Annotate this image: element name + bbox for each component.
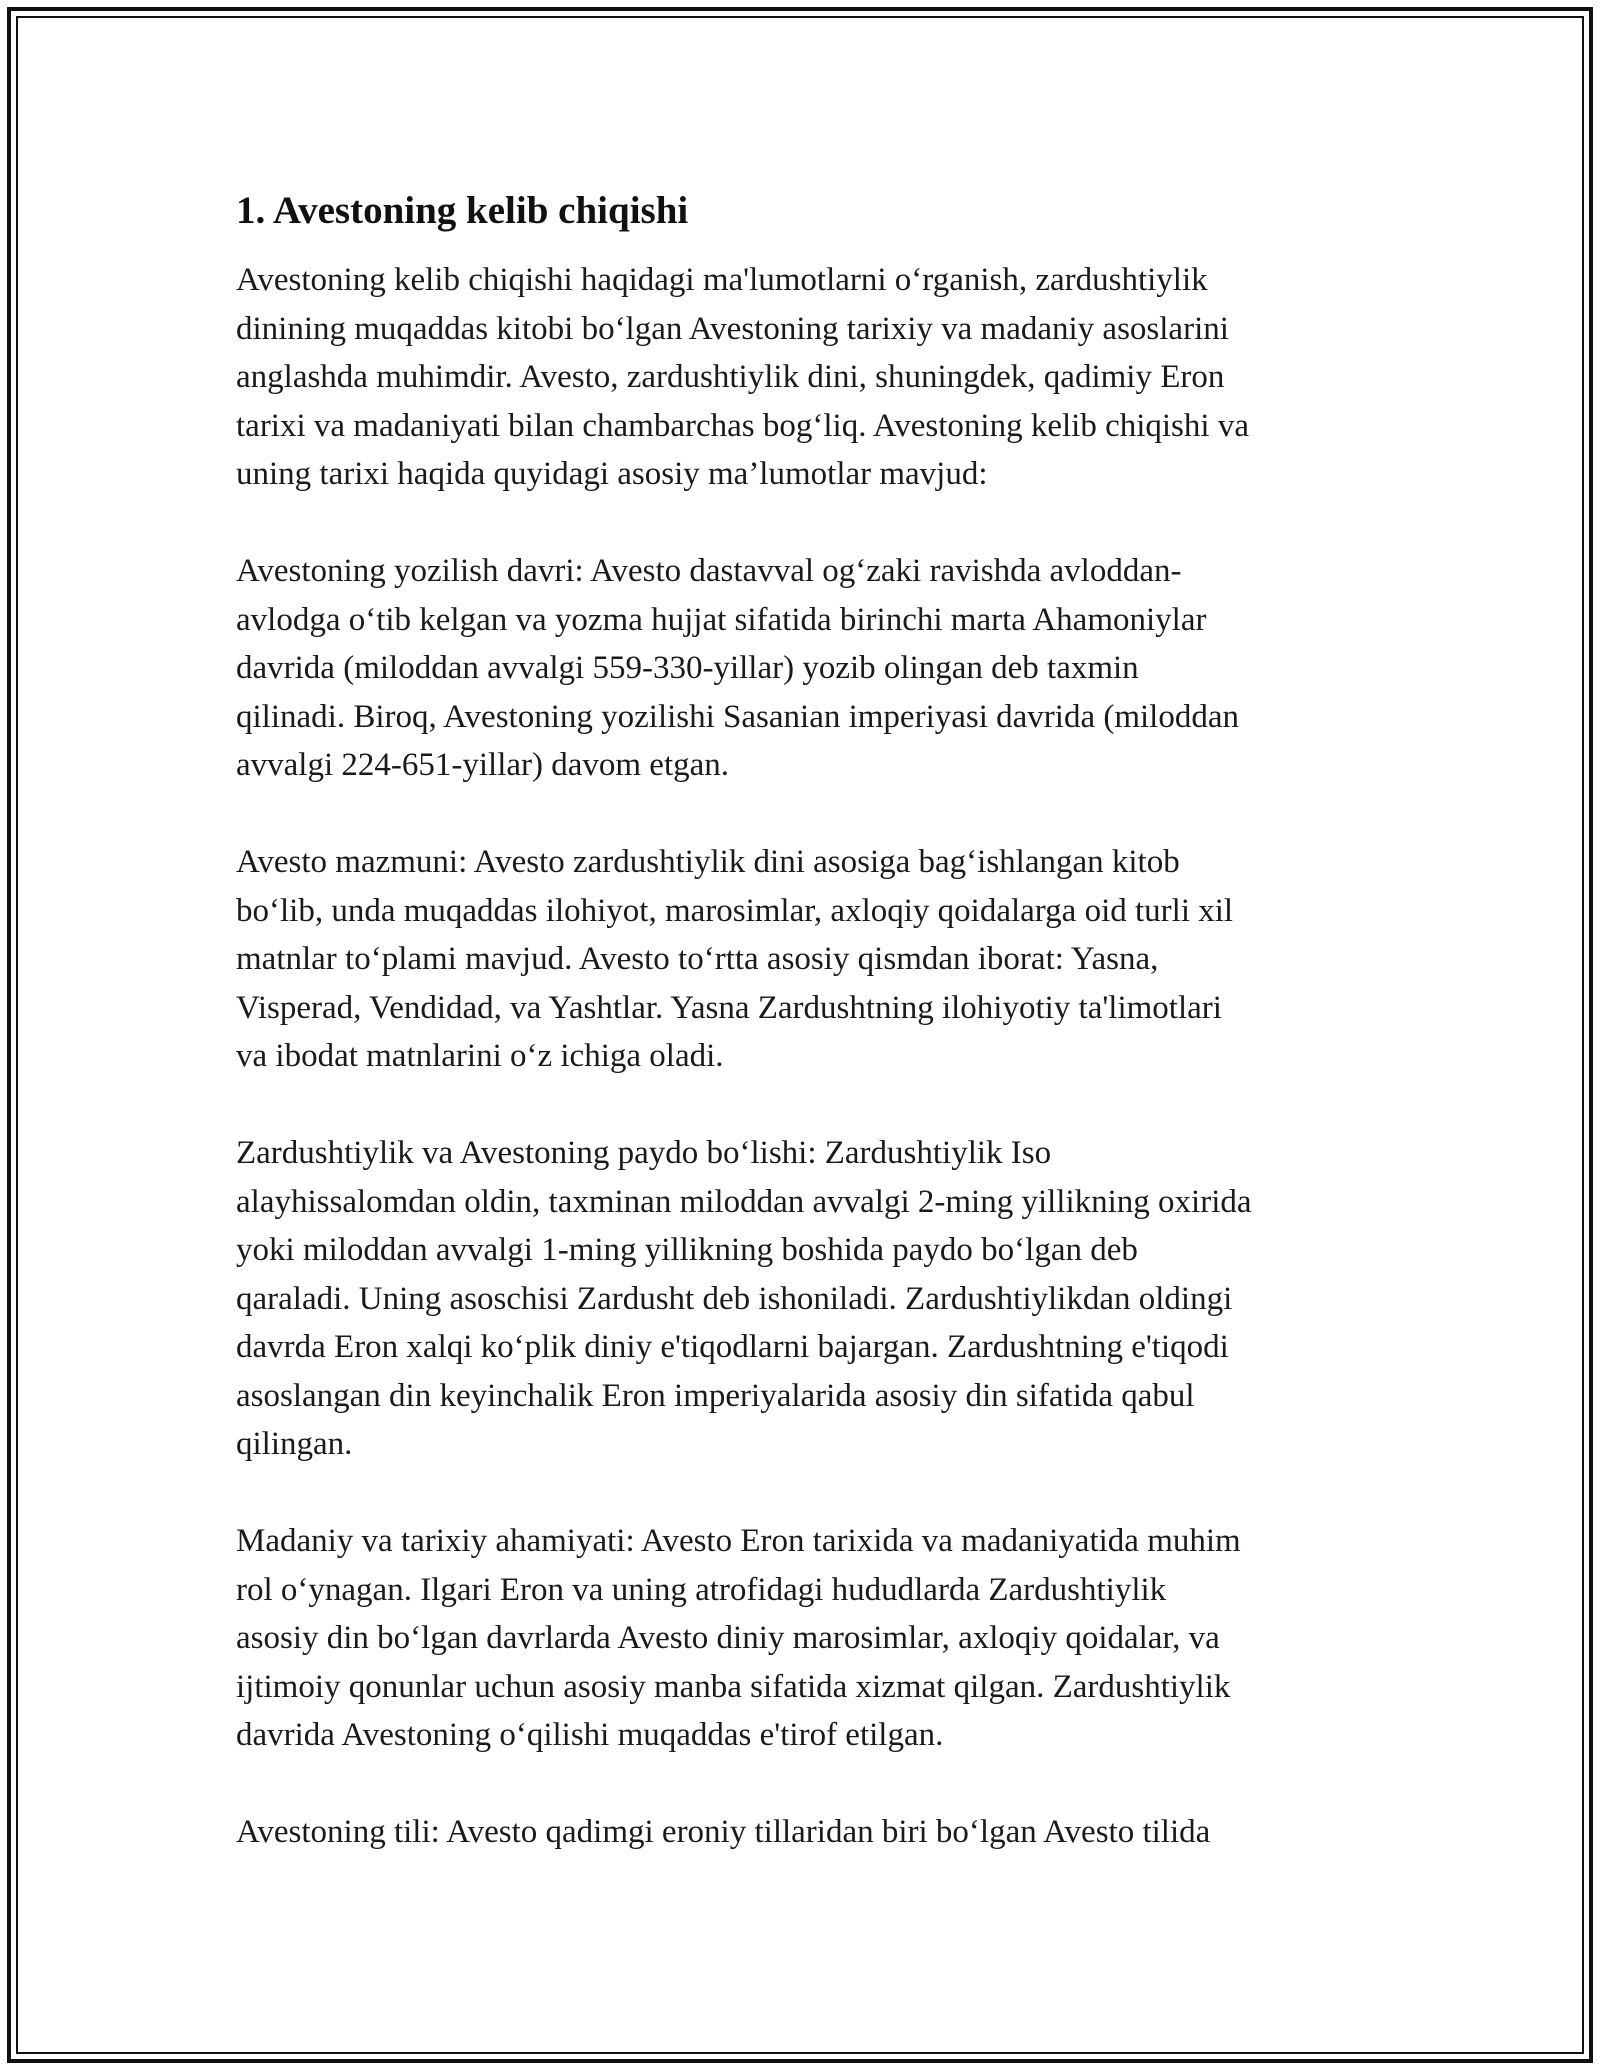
text-line: bo‘lib, unda muqaddas ilohiyot, marosimlar, axloqiy qoidalarga oid turli xil [236,892,1234,929]
text-line: Avestoning tili: Avesto qadimgi eroniy tillaridan biri bo‘lgan Avesto tilida [236,1814,1211,1850]
text-line: Avestoning yozilish davri: Avesto dastavval og‘zaki ravishda avloddan- [236,553,1182,589]
text-line: matnlar to‘plami mavjud. Avesto to‘rtta asosiy qismdan iborat: Yasna, [236,941,1159,977]
text-line: avvalgi 224-651-yillar) davom etgan. [236,747,730,783]
text-line: avlodga o‘tib kelgan va yozma hujjat sifatida birinchi marta Ahamoniylar [236,601,1207,638]
paragraph-intro [236,256,1376,499]
paragraph-significance [236,1517,1376,1760]
document-body [236,186,1376,1905]
paragraph-writing-period [236,547,1376,790]
text-line: asosiy din bo‘lgan davrlarda Avesto diniy marosimlar, axloqiy qoidalar, va [236,1620,1220,1656]
text-line: tarixi va madaniyati bilan chambarchas bog‘liq. Avestoning kelib chiqishi va [236,407,1249,444]
text-line: Visperad, Vendidad, va Yashtlar. Yasna Zardushtning ilohiyotiy ta'limotlari [236,989,1222,1026]
text-line: qilingan. [236,1426,353,1462]
paragraph-language [236,1808,1376,1857]
text-line: Madaniy va tarixiy ahamiyati: Avesto Eron tarixida va madaniyatida muhim [236,1523,1241,1559]
text-line: rol o‘ynagan. Ilgari Eron va uning atrofidagi hududlarda Zardushtiylik [236,1571,1167,1608]
text-line: Avestoning kelib chiqishi haqidagi ma'lumotlarni o‘rganish, zardushtiylik [236,262,1208,298]
section-heading: 1. Avestoning kelib chiqishi [236,189,689,232]
text-line: davrda Eron xalqi ko‘plik diniy e'tiqodlarni bajargan. Zardushtning e'tiqodi [236,1329,1229,1365]
text-line: alayhissalomdan oldin, taxminan miloddan avvalgi 2-ming yillikning oxirida [236,1183,1252,1220]
text-line: ijtimoiy qonunlar uchun asosiy manba sifatida xizmat qilgan. Zardushtiylik [236,1668,1231,1705]
paragraph-origin [236,1129,1376,1469]
text-line: dinining muqaddas kitobi bo‘lgan Avestoning tarixiy va madaniy asoslarini [236,310,1229,347]
text-line: va ibodat matnlarini o‘z ichiga oladi. [236,1038,724,1074]
text-line: qaraladi. Uning asoschisi Zardusht deb ishoniladi. Zardushtiylikdan oldingi [236,1280,1233,1317]
text-line: uning tarixi haqida quyidagi asosiy ma’lumotlar mavjud: [236,456,988,492]
paragraph-content [236,838,1376,1081]
text-line: davrida Avestoning o‘qilishi muqaddas e'tirof etilgan. [236,1717,944,1753]
text-line: qilinadi. Biroq, Avestoning yozilishi Sasanian imperiyasi davrida (miloddan [236,698,1239,735]
text-line: davrida (miloddan avvalgi 559-330-yillar) yozib olingan deb taxmin [236,650,1139,686]
text-line: yoki miloddan avvalgi 1-ming yillikning boshida paydo bo‘lgan deb [236,1232,1138,1268]
text-line: Avesto mazmuni: Avesto zardushtiylik dini asosiga bag‘ishlangan kitob [236,844,1180,880]
text-line: asoslangan din keyinchalik Eron imperiyalarida asosiy din sifatida qabul [236,1377,1195,1414]
text-line: Zardushtiylik va Avestoning paydo bo‘lishi: Zardushtiylik Iso [236,1135,1052,1171]
text-line: anglashda muhimdir. Avesto, zardushtiylik dini, shuningdek, qadimiy Eron [236,359,1225,395]
